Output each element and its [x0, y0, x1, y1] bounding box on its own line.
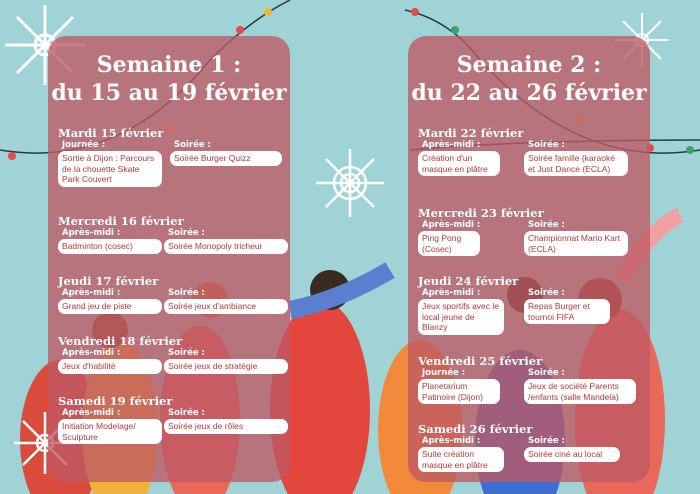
activity-pill: Soirée ciné au local	[524, 447, 620, 462]
slot-label: Soirée :	[528, 220, 565, 230]
slot-label: Après-midi :	[422, 220, 481, 230]
activity-pill: Jeux de société Parents /enfants (salle Mandela)	[524, 379, 636, 404]
slot-label: Soirée :	[168, 408, 205, 418]
slot-label: Soirée :	[168, 228, 205, 238]
day-title: Samedi 19 février	[58, 394, 173, 408]
day-left-column	[58, 228, 162, 254]
activity-pill: Soirée Burger Quizz	[170, 151, 282, 166]
day-left-column	[58, 140, 162, 187]
day-left-column	[58, 288, 162, 314]
activity-pill: Ping Pong (Cosec)	[418, 231, 480, 256]
slot-label: Soirée :	[174, 140, 211, 150]
day-title: Jeudi 24 février	[418, 274, 519, 288]
activity-pill: Jeux d'habilité	[58, 359, 162, 374]
activity-pill: Soirée jeux de stratégie	[164, 359, 288, 374]
slot-label: Après-midi :	[62, 348, 121, 358]
day-title: Vendredi 18 février	[58, 334, 183, 348]
slot-label: Après-midi :	[62, 288, 121, 298]
slot-label: Soirée :	[528, 140, 565, 150]
day-right-column	[524, 220, 628, 256]
activity-pill: Initiation Modelage/ Sculpture	[58, 419, 162, 444]
activity-pill: Sortie à Dijon : Parcours de la chouette Skate Park Couvert	[58, 151, 162, 187]
day-title: Mardi 22 février	[418, 126, 524, 140]
day-right-column	[164, 288, 288, 314]
activity-pill: Création d'un masque en plâtre	[418, 151, 500, 176]
activity-pill: Soirée jeux d'ambiance	[164, 299, 288, 314]
activity-pill: Soirée Monopoly tricheur	[164, 239, 288, 254]
week1-panel	[48, 36, 290, 482]
activity-pill: Jeux sportifs avec le local jeune de Blanzy	[418, 299, 504, 335]
day-right-column	[524, 288, 610, 324]
week2-panel	[408, 36, 650, 482]
day-left-column	[418, 220, 480, 256]
week1-dates: du 15 au 19 février	[51, 80, 287, 106]
day-title: Mardi 15 février	[58, 126, 164, 140]
activity-pill: Badminton (cosec)	[58, 239, 162, 254]
activity-pill: Soirée famille (karaoké et Just Dance (ECLA)	[524, 151, 628, 176]
day-right-column	[164, 408, 288, 434]
slot-label: Soirée :	[168, 288, 205, 298]
day-right-column	[164, 228, 288, 254]
activity-pill: Suite création masque en plâtre	[418, 447, 504, 472]
day-right-column	[170, 140, 282, 166]
activity-pill: Soirée jeux de rôles	[164, 419, 288, 434]
snowflake-icon	[312, 145, 388, 221]
slot-label: Après-midi :	[62, 408, 121, 418]
slot-label: Après-midi :	[62, 228, 121, 238]
day-title: Mercredi 23 février	[418, 206, 544, 220]
day-right-column	[524, 436, 620, 462]
slot-label: Après-midi :	[422, 140, 481, 150]
slot-label: Après-midi :	[422, 436, 481, 446]
day-title: Vendredi 25 février	[418, 354, 543, 368]
day-left-column	[418, 436, 504, 472]
activity-pill: Championnat Mario Kart (ECLA)	[524, 231, 628, 256]
day-left-column	[58, 408, 162, 444]
slot-label: Soirée :	[168, 348, 205, 358]
slot-label: Soirée :	[528, 288, 565, 298]
day-right-column	[524, 140, 628, 176]
week2-dates: du 22 au 26 février	[411, 80, 647, 106]
day-left-column	[58, 348, 162, 374]
day-left-column	[418, 140, 500, 176]
activity-pill: Grand jeu de piste	[58, 299, 162, 314]
slot-label: Journée :	[62, 140, 106, 150]
day-title: Jeudi 17 février	[58, 274, 159, 288]
day-right-column	[164, 348, 288, 374]
week1-title: Semaine 1 :	[96, 52, 242, 78]
activity-pill: Repas Burger et tournoi FIFA	[524, 299, 610, 324]
slot-label: Après-midi :	[422, 288, 481, 298]
day-right-column	[524, 368, 636, 404]
slot-label: Soirée :	[528, 368, 565, 378]
day-title: Samedi 26 février	[418, 422, 533, 436]
activity-pill: Planetarium Patinoire (Dijon)	[418, 379, 500, 404]
day-left-column	[418, 288, 504, 335]
slot-label: Journée :	[422, 368, 466, 378]
day-left-column	[418, 368, 500, 404]
day-title: Mercredi 16 février	[58, 214, 184, 228]
slot-label: Soirée :	[528, 436, 565, 446]
week2-title: Semaine 2 :	[456, 52, 602, 78]
